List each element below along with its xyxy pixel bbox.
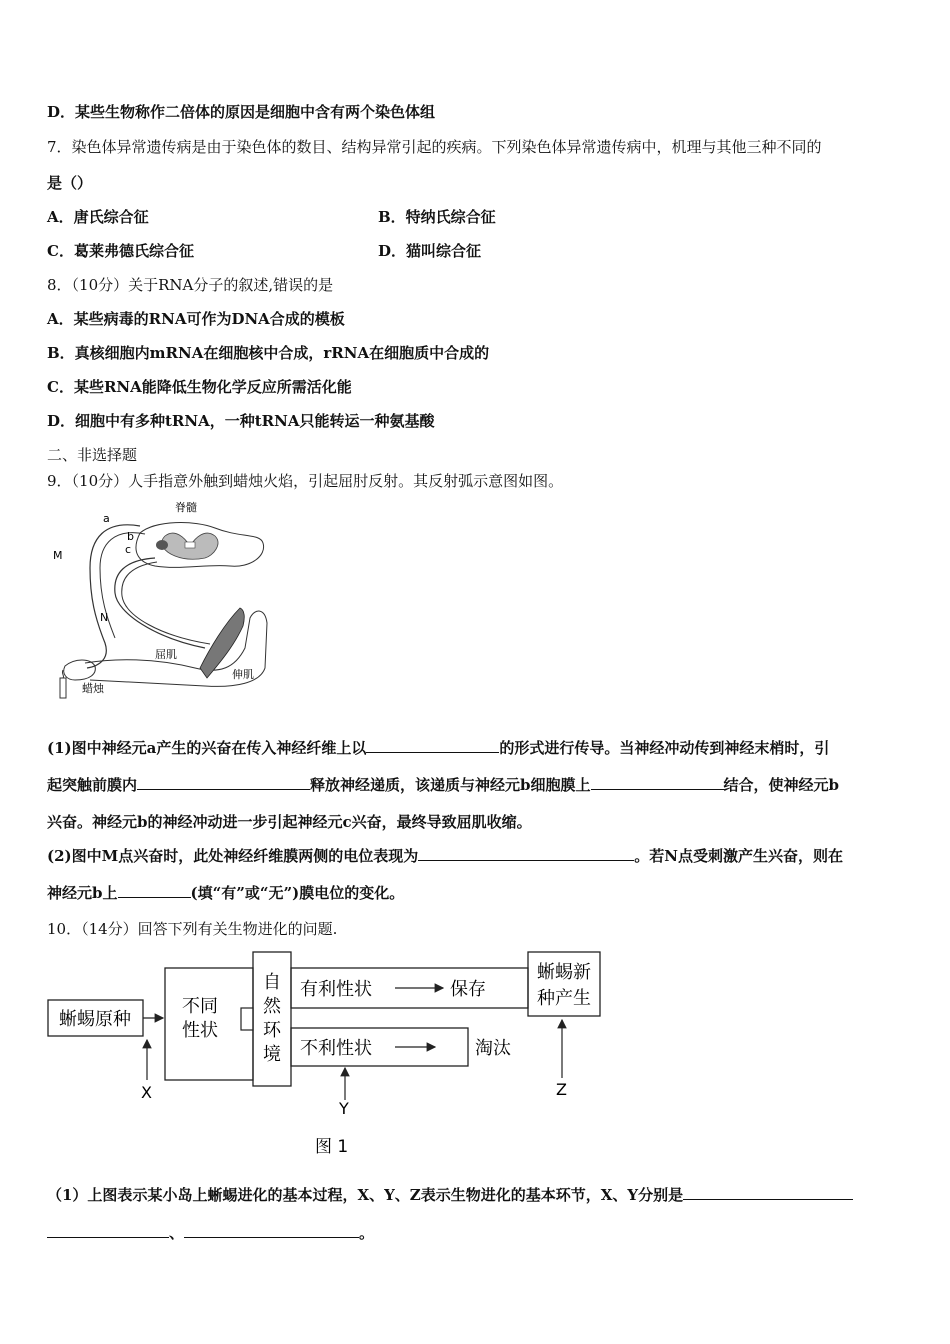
q8-option-c: C．某些RNA能降低生物化学反应所需活化能 (47, 378, 352, 396)
efferent-fiber (115, 558, 205, 648)
q7-option-c: C．葛莱弗德氏综合征 (47, 242, 194, 260)
new-species-1: 蜥蜴新 (537, 962, 591, 983)
label-flexor: 屈肌 (155, 648, 177, 661)
answer-blank (184, 1223, 359, 1238)
afferent-fiber (87, 525, 140, 668)
answer-blank (137, 775, 310, 790)
q7-stem-line1: 7．染色体异常遗传病是由于染色体的数目、结构异常引起的疾病。下列染色体异常遗传病中，机理与其他三种不同的 (47, 138, 822, 156)
reflex-arc-figure (45, 498, 275, 703)
q8-option-a: A．某些病毒的RNA可作为DNA合成的模板 (47, 310, 345, 328)
label-x: X (141, 1083, 152, 1102)
answer-blank (591, 775, 724, 790)
q7-option-a: A．唐氏综合征 (47, 208, 149, 226)
label-n: N (100, 611, 109, 624)
q7-option-d: D．猫叫综合征 (378, 242, 482, 260)
q9-part1-line2: 起突触前膜内 释放神经递质，该递质与神经元b细胞膜上 结合，使神经元b (47, 776, 840, 794)
label-candle: 蜡烛 (82, 682, 104, 695)
box-original-species: 蜥蜴原种 (59, 1009, 131, 1030)
env-char-4: 境 (263, 1044, 281, 1065)
new-species-2: 种产生 (537, 988, 591, 1009)
q7-stem-line2: 是（） (47, 174, 93, 192)
label-y: Y (339, 1099, 349, 1118)
eliminated-label: 淘汰 (475, 1038, 511, 1059)
q9-part1-line3: 兴奋。神经元b的神经冲动进一步引起神经元c兴奋，最终导致屈肌收缩。 (47, 813, 532, 831)
env-char-1: 自 (263, 972, 281, 993)
q7-option-b: B．特纳氏综合征 (378, 208, 496, 226)
q8-stem: 8．（10分）关于RNA分子的叙述,错误的是 (47, 276, 334, 294)
q10-part1-line1: （1）上图表示某小岛上蜥蜴进化的基本过程，X、Y、Z表示生物进化的基本环节，X、Y分别是 (47, 1185, 853, 1205)
answer-blank (418, 846, 634, 861)
figure-caption: 图 1 (315, 1137, 349, 1157)
label-c: c (125, 543, 132, 556)
answer-blank (683, 1185, 853, 1200)
candle-icon (60, 678, 66, 698)
label-extensor: 伸肌 (232, 668, 254, 681)
q9-part1-line1: (1)图中神经元a产生的兴奋在传入神经纤维上以 的形式进行传导。当神经冲动传到神经末梢时，引 (47, 739, 830, 757)
q10-part1-line2: 、 。 (47, 1223, 374, 1243)
answer-blank (366, 738, 499, 753)
label-z: Z (556, 1080, 567, 1099)
preserved-label: 保存 (450, 979, 486, 1000)
q6-option-d: D．某些生物称作二倍体的原因是细胞中含有两个染色体组 (47, 103, 436, 121)
evolution-flow-figure (45, 950, 610, 1165)
env-char-2: 然 (263, 996, 281, 1017)
section-heading: 二、非选择题 (47, 446, 138, 464)
q10-stem: 10．（14分）回答下列有关生物进化的问题. (47, 920, 338, 938)
label-spinal-cord: 脊髓 (175, 501, 197, 514)
favorable-traits: 有利性状 (300, 979, 372, 1000)
q8-option-b: B．真核细胞内mRNA在细胞核中合成，rRNA在细胞质中合成的 (47, 344, 490, 362)
q8-option-d: D．细胞中有多种tRNA，一种tRNA只能转运一种氨基酸 (47, 412, 435, 430)
answer-blank (118, 883, 191, 898)
q9-part2-line1: (2)图中M点兴奋时，此处神经纤维膜两侧的电位表现为 。若N点受刺激产生兴奋，则在 (47, 847, 843, 865)
box-different-traits-1: 不同 (182, 996, 218, 1017)
q9-part2-line2: 神经元b上 (填“有”或“无”)膜电位的变化。 (47, 884, 405, 902)
env-char-3: 环 (263, 1020, 281, 1041)
unfavorable-traits: 不利性状 (300, 1038, 372, 1059)
box-different-traits-2: 性状 (182, 1020, 218, 1041)
answer-blank (47, 1223, 169, 1238)
label-a: a (103, 512, 110, 525)
label-m: M (53, 549, 63, 562)
label-b: b (127, 530, 134, 543)
q9-stem: 9．（10分）人手指意外触到蜡烛火焰，引起屈肘反射。其反射弧示意图如图。 (47, 472, 564, 490)
